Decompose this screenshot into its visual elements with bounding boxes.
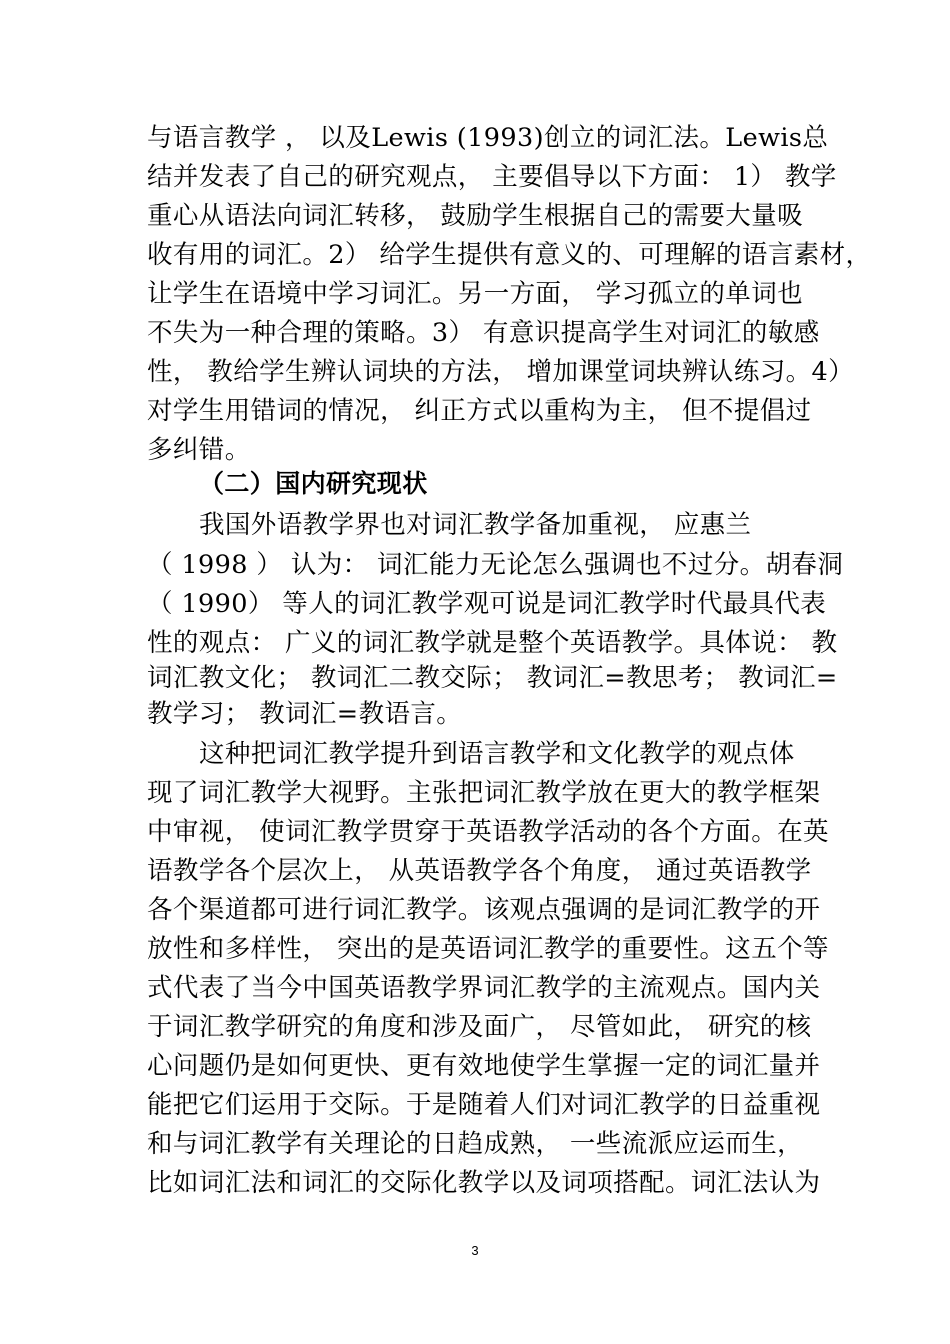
body-text-line: （ 1998 ） 认为： 词汇能力无论怎么强调也不过分。胡春洞 xyxy=(147,550,844,580)
section-heading: （二）国内研究现状 xyxy=(199,469,428,498)
body-text-line: 不失为一种合理的策略。3） 有意识提高学生对词汇的敏感 xyxy=(147,318,820,348)
body-text-line: 语教学各个层次上， 从英语教学各个角度， 通过英语教学 xyxy=(147,856,812,886)
body-text-line: 现了词汇教学大视野。主张把词汇教学放在更大的教学框架 xyxy=(147,778,821,808)
body-text-line: 比如词汇法和词汇的交际化教学以及词项搭配。词汇法认为 xyxy=(147,1168,821,1198)
body-text-line: 和与词汇教学有关理论的日趋成熟， 一些流派应运而生， xyxy=(147,1129,804,1159)
body-text-line: 教学习； 教词汇=教语言。 xyxy=(147,699,463,729)
body-text-line: 多纠错。 xyxy=(147,435,251,465)
body-text-line: 心问题仍是如何更快、更有效地使学生掌握一定的词汇量并 xyxy=(147,1051,821,1081)
body-text-line: 性的观点： 广义的词汇教学就是整个英语教学。具体说： 教 xyxy=(147,628,838,658)
body-text-line: 对学生用错词的情况， 纠正方式以重构为主， 但不提倡过 xyxy=(147,396,812,426)
body-text-line: 收有用的词汇。2） 给学生提供有意义的、可理解的语言素材， xyxy=(147,240,872,270)
body-text-line: （ 1990） 等人的词汇教学观可说是词汇教学时代最具代表 xyxy=(147,589,827,619)
body-text-line: 词汇教文化； 教词汇二教交际； 教词汇=教思考； 教词汇= xyxy=(147,663,838,693)
body-text-line: 各个渠道都可进行词汇教学。该观点强调的是词汇教学的开 xyxy=(147,895,821,925)
body-text-line: 性， 教给学生辨认词块的方法， 增加课堂词块辨认练习。4） xyxy=(147,357,855,387)
page-number: 3 xyxy=(471,1243,479,1258)
body-text-line: 我国外语教学界也对词汇教学备加重视， 应惠兰 xyxy=(199,510,752,540)
body-text-line: 放性和多样性， 突出的是英语词汇教学的重要性。这五个等 xyxy=(147,934,829,964)
body-text-line: 于词汇教学研究的角度和涉及面广， 尽管如此， 研究的核 xyxy=(147,1012,812,1042)
body-text-line: 中审视， 使词汇教学贯穿于英语教学活动的各个方面。在英 xyxy=(147,817,829,847)
body-text-line: 这种把词汇教学提升到语言教学和文化教学的观点体 xyxy=(199,739,795,769)
body-text-line: 让学生在语境中学习词汇。另一方面， 学习孤立的单词也 xyxy=(147,279,804,309)
body-text-line: 重心从语法向词汇转移， 鼓励学生根据自己的需要大量吸 xyxy=(147,201,804,231)
body-text-line: 式代表了当今中国英语教学界词汇教学的主流观点。国内关 xyxy=(147,973,821,1003)
body-text-line: 能把它们运用于交际。于是随着人们对词汇教学的日益重视 xyxy=(147,1090,821,1120)
body-text-line: 与语言教学 ， 以及Lewis (1993)创立的词汇法。Lewis总 xyxy=(147,123,829,153)
body-text-line: 结并发表了自己的研究观点， 主要倡导以下方面： 1） 教学 xyxy=(147,162,837,192)
